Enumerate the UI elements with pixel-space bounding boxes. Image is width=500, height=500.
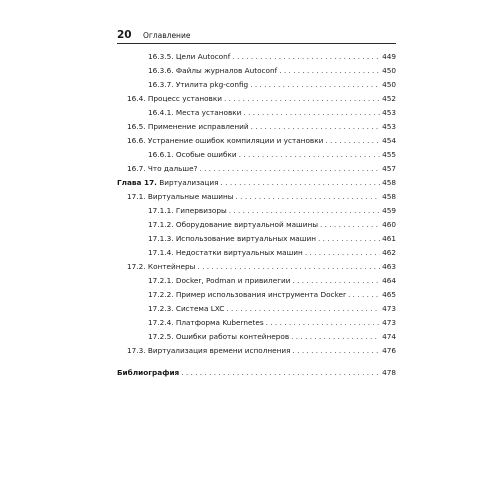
toc-entry-label: 17.3. Виртуализация времени исполнения	[127, 346, 291, 355]
toc-entry-page: 459	[382, 206, 396, 215]
toc-entry-label	[117, 178, 219, 188]
toc-entry-page: 460	[382, 220, 396, 229]
toc-entry-label: 16.7. Что дальше?	[127, 164, 198, 173]
toc-entry-page: 464	[382, 276, 396, 285]
toc-entry-label: 17.1. Виртуальные машины	[127, 192, 234, 201]
toc-entry-page: 461	[382, 234, 396, 243]
toc-entry-page: 453	[382, 122, 396, 131]
toc-leader-dots	[229, 206, 380, 216]
toc-entry-label: 17.2.5. Ошибки работы контейнеров	[148, 332, 290, 341]
toc-entry-page: 458	[382, 178, 396, 187]
toc-leader-dots	[239, 150, 380, 160]
toc-entry-label: 17.2.2. Пример использования инструмента Docker	[148, 290, 347, 299]
toc-entry-label: 17.1.4. Недостатки виртуальных машин	[148, 248, 303, 257]
toc-entry	[148, 80, 396, 90]
toc-entry	[148, 220, 396, 230]
toc-entry	[148, 206, 396, 216]
toc-entry-page: 462	[382, 248, 396, 257]
toc-entry	[148, 150, 396, 160]
toc-entry	[127, 192, 396, 202]
page-number: 20	[117, 29, 132, 41]
toc-entry-label: 16.3.5. Цели Autoconf	[148, 52, 231, 61]
toc-entry-page: 449	[382, 52, 396, 61]
toc-entry-label: 16.6.1. Особые ошибки	[148, 150, 237, 159]
toc-leader-dots	[224, 94, 380, 104]
toc-entry-page: 465	[382, 290, 396, 299]
toc-entry-page: 463	[382, 262, 396, 271]
toc-entry-page: 478	[382, 368, 396, 377]
toc-entry	[148, 318, 396, 328]
toc-entry-page: 458	[382, 192, 396, 201]
toc-entry	[127, 122, 396, 132]
toc-entry	[148, 290, 396, 300]
toc-leader-dots	[250, 80, 380, 90]
toc-entry-label: 17.1.2. Оборудование виртуальной машины	[148, 220, 319, 229]
toc-bibliography	[117, 368, 396, 378]
toc-entry	[148, 248, 396, 258]
toc-entry	[127, 164, 396, 174]
running-title: Оглавление	[143, 31, 191, 40]
toc-entry-label: 17.2. Контейнеры	[127, 262, 196, 271]
toc-entry-label: 16.6. Устранение ошибок компиляции и установки	[127, 136, 324, 145]
toc-leader-dots	[293, 276, 381, 286]
toc-entry-page: 452	[382, 94, 396, 103]
toc-leader-dots	[320, 220, 380, 230]
toc-entry-label: 16.4.1. Места установки	[148, 108, 242, 117]
toc-entry-label-bold: Библиография	[117, 368, 180, 377]
toc-entry-page: 454	[382, 136, 396, 145]
toc-entry-label	[117, 368, 179, 378]
toc-leader-dots	[318, 234, 380, 244]
toc-entry-page: 476	[382, 346, 396, 355]
toc-entry-page: 453	[382, 108, 396, 117]
toc-leader-dots	[181, 368, 380, 378]
toc-entry	[148, 304, 396, 314]
toc-entry	[127, 262, 396, 272]
toc-leader-dots	[232, 52, 380, 62]
toc-entry-label: 17.1.1. Гипервизоры	[148, 206, 227, 215]
toc-entry-label-bold: Глава 17.	[117, 178, 157, 187]
toc-leader-dots	[325, 136, 380, 146]
toc-entry-label: 16.5. Применение исправлений	[127, 122, 249, 131]
toc-leader-dots	[236, 192, 381, 202]
toc-entry-page: 450	[382, 80, 396, 89]
toc-leader-dots	[279, 66, 380, 76]
toc-leader-dots	[221, 178, 381, 188]
toc-entry	[127, 346, 396, 356]
toc-entry-page: 473	[382, 304, 396, 313]
toc-entry-page: 473	[382, 318, 396, 327]
toc-entry-page: 450	[382, 66, 396, 75]
toc-entry	[148, 108, 396, 118]
toc-leader-dots	[243, 108, 380, 118]
toc-entry-label: 16.3.6. Файлы журналов Autoconf	[148, 66, 278, 75]
toc-leader-dots	[305, 248, 380, 258]
toc-entry-label: 17.2.4. Платформа Kubernetes	[148, 318, 264, 327]
toc-chapter	[117, 178, 396, 188]
toc-entry-label-text: Виртуализация	[156, 178, 219, 187]
toc-entry-label: 16.3.7. Утилита pkg-config	[148, 80, 249, 89]
toc-entry-label: 17.2.1. Docker, Podman и привилегии	[148, 276, 291, 285]
toc-leader-dots	[293, 346, 381, 356]
toc-leader-dots	[199, 164, 380, 174]
toc-entry	[148, 276, 396, 286]
toc-leader-dots	[291, 332, 380, 342]
toc-leader-dots	[266, 318, 380, 328]
toc-leader-dots	[348, 290, 380, 300]
toc-entry-page: 455	[382, 150, 396, 159]
toc-leader-dots	[197, 262, 380, 272]
toc-entry	[127, 136, 396, 146]
page-header	[117, 29, 396, 44]
toc-entry-label: 17.1.3. Использование виртуальных машин	[148, 234, 316, 243]
toc-entry	[148, 332, 396, 342]
toc-entry	[148, 66, 396, 76]
toc-entry-label: 17.2.3. Система LXC	[148, 304, 225, 313]
toc-entry-label: 16.4. Процесс установки	[127, 94, 223, 103]
toc-entry-page: 474	[382, 332, 396, 341]
toc-entry-page: 457	[382, 164, 396, 173]
toc-leader-dots	[251, 122, 380, 132]
toc-entry	[127, 94, 396, 104]
toc-leader-dots	[226, 304, 380, 314]
toc-entry	[148, 234, 396, 244]
toc-entry	[148, 52, 396, 62]
